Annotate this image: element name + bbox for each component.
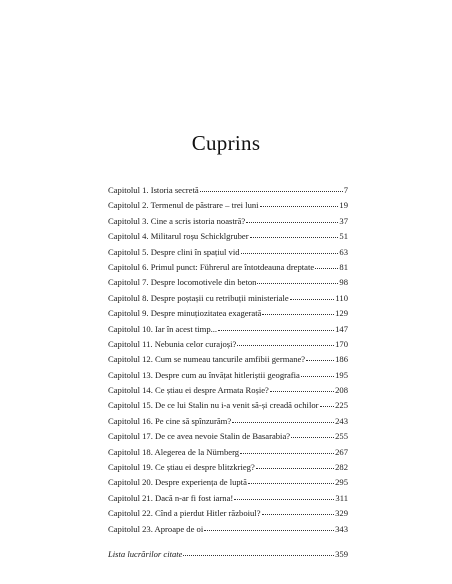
toc-entry-page: 63 xyxy=(339,246,348,257)
toc-entry-page: 267 xyxy=(335,446,348,457)
toc-leader-dots xyxy=(290,298,335,300)
toc-entry-label: Capitolul 16. Pe cine să spînzurăm? xyxy=(108,415,232,426)
toc-entry xyxy=(108,291,348,306)
toc-entry-page: 19 xyxy=(339,200,348,211)
toc-leader-dots xyxy=(248,482,334,484)
toc-entry-label: Capitolul 9. Despre minuțiozitatea exagerată xyxy=(108,308,262,319)
toc-entry-page: 98 xyxy=(339,277,348,288)
toc-entry xyxy=(108,352,348,367)
toc-entry-page: 7 xyxy=(343,185,348,195)
toc-entry-page: 37 xyxy=(339,215,348,226)
toc-entry-label: Capitolul 18. Alegerea de la Nürnberg xyxy=(108,446,240,457)
toc-leader-dots xyxy=(262,513,335,515)
toc-entry xyxy=(108,322,348,337)
toc-leader-dots xyxy=(218,329,334,331)
toc-entry-page: 129 xyxy=(335,308,348,319)
toc-entry-label: Capitolul 15. De ce lui Stalin nu i-a venit să-și creadă ochilor xyxy=(108,400,319,411)
toc-entry xyxy=(108,445,348,460)
toc-entry xyxy=(108,245,348,260)
toc-entry xyxy=(108,214,348,229)
toc-entry xyxy=(108,275,348,290)
toc-entry xyxy=(108,337,348,352)
toc-entry xyxy=(108,429,348,444)
toc-entry-label: Capitolul 13. Despre cum au învățat hitleriștii geografia xyxy=(108,369,300,380)
toc-entry xyxy=(108,198,348,213)
toc-entry-label: Capitolul 23. Aproape de oi xyxy=(108,523,204,534)
toc-entry-label: Capitolul 1. Istoria secretă xyxy=(108,185,199,195)
toc-leader-dots xyxy=(240,452,334,454)
toc-entry xyxy=(108,306,348,321)
toc-leader-dots xyxy=(260,205,339,207)
toc-leader-dots xyxy=(241,252,339,254)
toc-leader-dots xyxy=(232,421,334,423)
toc-appendix-entry xyxy=(108,547,348,562)
toc-entry-page: 343 xyxy=(335,523,348,534)
toc-entry-page: 51 xyxy=(339,231,348,242)
toc-leader-dots xyxy=(301,375,334,377)
toc-entry xyxy=(108,383,348,398)
toc-entry-label: Capitolul 2. Termenul de păstrare – trei luni xyxy=(108,200,259,211)
toc-entry-label: Capitolul 8. Despre poștașii cu retribuții ministeriale xyxy=(108,292,289,303)
toc-entry-page: 147 xyxy=(335,323,348,334)
toc-entry xyxy=(108,491,348,506)
toc-leader-dots xyxy=(234,498,334,500)
toc-entry xyxy=(108,368,348,383)
toc-entry-page: 225 xyxy=(335,400,348,411)
table-of-contents xyxy=(108,183,348,562)
toc-entry-page: 243 xyxy=(335,415,348,426)
toc-entry-page: 329 xyxy=(335,508,348,519)
toc-entry-label: Capitolul 12. Cum se numeau tancurile amfibii germane? xyxy=(108,354,306,365)
toc-spacer xyxy=(108,537,348,547)
toc-leader-dots xyxy=(291,436,334,438)
toc-leader-dots xyxy=(320,405,335,407)
toc-entry-label: Capitolul 6. Primul punct: Führerul are întotdeauna dreptate xyxy=(108,261,315,272)
toc-entry xyxy=(108,260,348,275)
toc-entry xyxy=(108,183,348,198)
toc-leader-dots xyxy=(250,236,339,238)
toc-entry-page: 186 xyxy=(335,354,348,365)
toc-entry xyxy=(108,414,348,429)
toc-entry-label: Capitolul 7. Despre locomotivele din beton xyxy=(108,277,257,288)
toc-entry-label: Capitolul 22. Cînd a pierdut Hitler războiul? xyxy=(108,508,261,519)
toc-entry-page: 170 xyxy=(335,338,348,349)
toc-leader-dots xyxy=(257,282,338,284)
toc-entry-page: 295 xyxy=(335,477,348,488)
page-title: Cuprins xyxy=(191,131,261,155)
toc-entry xyxy=(108,506,348,521)
toc-entry-page: 195 xyxy=(335,369,348,380)
toc-appendix-label: Lista lucrărilor citate xyxy=(108,548,183,559)
toc-entry-page: 110 xyxy=(335,292,348,303)
toc-leader-dots xyxy=(315,267,338,269)
toc-leader-dots xyxy=(204,529,334,531)
toc-entry xyxy=(108,475,348,490)
toc-leader-dots xyxy=(262,313,334,315)
toc-entry-label: Capitolul 10. Iar în acest timp... xyxy=(108,323,218,334)
toc-leader-dots xyxy=(237,344,334,346)
toc-leader-dots xyxy=(256,467,334,469)
toc-entry-label: Capitolul 4. Militarul roșu Schicklgruber xyxy=(108,231,249,242)
toc-entry-page: 208 xyxy=(335,385,348,396)
toc-entry-label: Capitolul 21. Dacă n-ar fi fost iarna! xyxy=(108,492,234,503)
toc-entry-label: Capitolul 14. Ce știau ei despre Armata Roșie? xyxy=(108,385,269,396)
toc-entry xyxy=(108,460,348,475)
toc-entry-label: Capitolul 19. Ce știau ei despre blitzkrieg? xyxy=(108,462,255,473)
toc-appendix-page: 359 xyxy=(335,548,348,559)
toc-leader-dots xyxy=(183,554,334,556)
toc-entry-label: Capitolul 17. De ce avea nevoie Stalin de Basarabia? xyxy=(108,431,291,442)
toc-entry-label: Capitolul 11. Nebunia celor curajoși? xyxy=(108,338,237,349)
toc-entry-page: 81 xyxy=(339,261,348,272)
toc-entry-label: Capitolul 3. Cine a scris istoria noastră? xyxy=(108,215,246,226)
toc-entry-label: Capitolul 5. Despre clini în spațiul vid xyxy=(108,246,240,257)
toc-entry xyxy=(108,522,348,537)
toc-entry xyxy=(108,229,348,244)
toc-leader-dots xyxy=(200,190,343,192)
toc-entry-page: 282 xyxy=(335,462,348,473)
toc-entry-page: 311 xyxy=(335,492,348,503)
toc-leader-dots xyxy=(306,359,334,361)
toc-entry xyxy=(108,398,348,413)
toc-leader-dots xyxy=(246,221,338,223)
toc-entry-page: 255 xyxy=(335,431,348,442)
toc-entry-label: Capitolul 20. Despre experiența de luptă xyxy=(108,477,247,488)
toc-leader-dots xyxy=(270,390,334,392)
